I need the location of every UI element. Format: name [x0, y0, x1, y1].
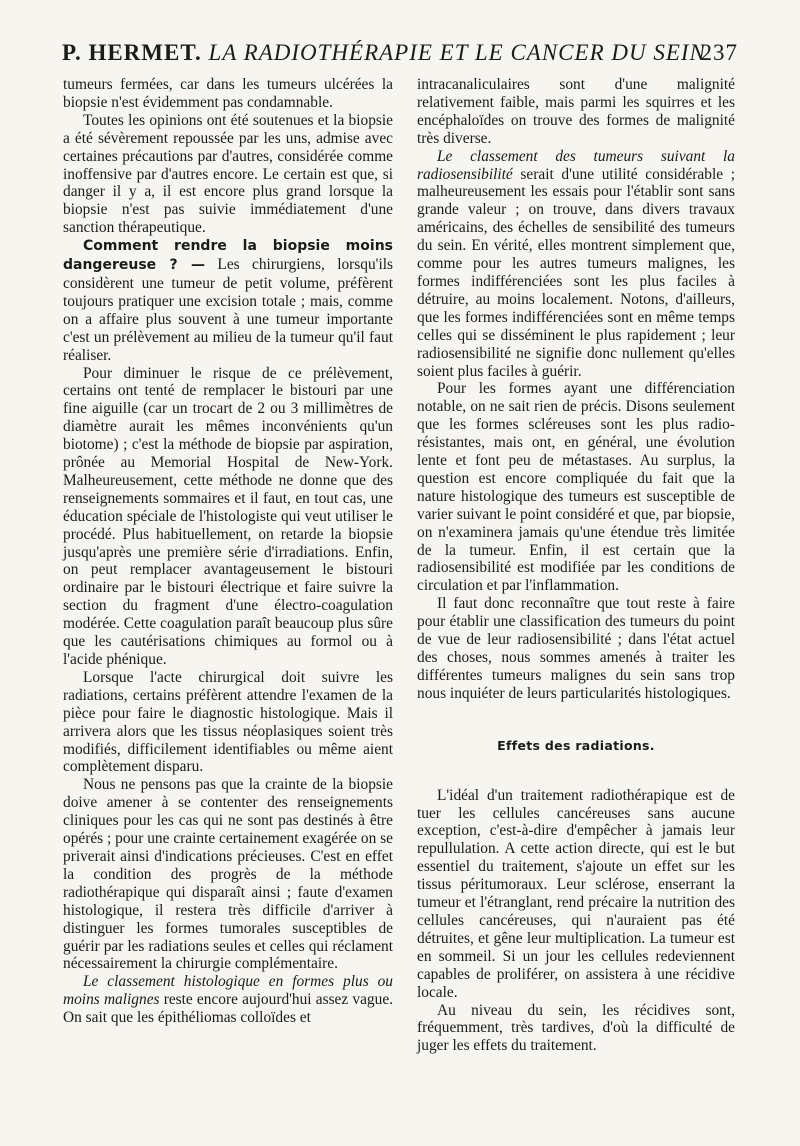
paragraph: tumeurs fermées, car dans les tumeurs ulcérées la biopsie n'est évidemment pas condamnable.: [63, 76, 393, 111]
left-column: [63, 76, 393, 1027]
paragraph: [417, 148, 735, 381]
paragraph: Nous ne pensons pas que la crainte de la biopsie doive amener à se contenter des renseignements cliniques pour les cas qui ne sont pas destinés à être opérés ; pour une crainte certainement exagérée on se priverait ainsi d'indications précieuses. C'est en effet la condition des progrès de la méthode radiothérapique qui disparaît ainsi ; faute d'examen histologique, il restera très difficile d'arriver à distinguer les formes tumorales susceptibles de guérir par les radiations seules et celles qui réclament nécessairement la chirurgie complémentaire.: [63, 776, 393, 973]
paragraph: L'idéal d'un traitement radiothérapique est de tuer les cellules cancéreuses sans aucune exception, c'est-à-dire d'empêcher à jamais leur repullulation. A cette action directe, qui est le but essentiel du traitement, s'ajoute un effet sur les tissus péritumoraux. Leur sclérose, enserrant la tumeur et l'étranglant, rend précaire la nutrition des cellules cancéreuses, qui n'auraient pas été détruites, et gêne leur multiplication. La tumeur est en sommeil. Si un jour les cellules redeviennent capables de proliférer, on assistera à une récidive locale.: [417, 786, 735, 1001]
paragraph: Au niveau du sein, les récidives sont, fréquemment, très tardives, d'où la difficulté de juger les effets du traitement.: [417, 1001, 735, 1055]
paragraph: Toutes les opinions ont été soutenues et la biopsie a été sévèrement repoussée par les uns, admise avec certaines précautions par d'autres, considérée comme inoffensive par d'autres encore. Le certain est que, si danger il y a, il est encore plus grand lorsque la biopsie n'est pas suivie immédiatement d'une sanction thérapeutique.: [63, 111, 393, 237]
italic-phrase: Le classement des tumeurs suivant la radiosensibilité: [417, 147, 735, 183]
paragraph: [63, 973, 393, 1027]
paragraph: Lorsque l'acte chirurgical doit suivre les radiations, certains préfèrent attendre l'examen de la pièce pour faire le diagnostic histologique. Mais il arrivera alors que les tissus néoplasiques soient très modifiés, difficilement identifiables ou même aient complètement disparu.: [63, 668, 393, 776]
paragraph: Il faut donc reconnaître que tout reste à faire pour établir une classification des tumeurs du point de vue de leur radiosensibilité ; dans l'état actuel des choses, nous sommes amenés à traiter les différentes tumeurs malignes du sein sans trop nous inquiéter de leurs particularités histologiques.: [417, 595, 735, 702]
right-column: [417, 76, 735, 1055]
paragraph-lead-heading: Comment rendre la biopsie moins dangereuse ? —: [63, 238, 393, 274]
running-head: [62, 40, 738, 66]
italic-phrase: Le classement histologique en formes plus ou moins malignes: [63, 973, 393, 1009]
paragraph: Pour diminuer le risque de ce prélèvement, certains ont tenté de remplacer le bistouri par une fine aiguille (car un trocart de 2 ou 3 millimètres de diamètre aurait les mêmes inconvénients qu'un biotome) ; c'est la méthode de biopsie par aspiration, prônée au Memorial Hospital de New-York. Malheureusement, cette méthode ne donne que des renseignements sommaires et il faut, en tout cas, une éducation spéciale de l'histologiste qui veut utiliser le procédé. Plus habituellement, on retarde la biopsie jusqu'après une première série d'irradiations. Enfin, on peut remplacer avantageusement le bistouri ordinaire par le bistouri électrique et faire suivre la section du fragment d'une électro-coagulation modérée. Cette coagulation paraît beaucoup plus sûre que les cautérisations chimiques au formol ou à l'acide phénique.: [63, 364, 393, 668]
section-heading: Effets des radiations.: [497, 737, 655, 753]
paragraph: Pour les formes ayant une différenciation notable, on ne sait rien de précis. Disons seulement que les formes scléreuses sont les plus radio-résistantes, mais ont, en général, une évolution lente et font peu de métastases. Au surplus, la question est encore compliquée du fait que la nature histologique des tumeurs est susceptible de varier suivant le point considéré et que, par biopsie, on n'examinera jamais qu'une étendue très limitée de la tumeur. Enfin, il est certain que la radiosensibilité est modifiée par les conditions de circulation et par l'inflammation.: [417, 380, 735, 595]
page-number: 237: [700, 40, 738, 65]
paragraph-text: reste encore aujourd'hui assez vague. On sait que les épithéliomas colloïdes et: [63, 991, 393, 1027]
paragraph-text: serait d'une utilité considérable ; malheureusement les essais pour l'établir sont sans grande valeur ; on trouve, dans divers travaux américains, des échelles de sensibilité des tumeurs du sein. En vérité, elles montrent simplement que, comme pour les autres tumeurs malignes, les formes indifférenciées sont les plus faciles à détruire, au moins localement. Notons, d'ailleurs, que les formes indifférenciées sont en même temps celles qui se disséminent le plus rapidement ; leur radiosensibilité ne signifie donc nullement qu'elles soient plus faciles à guérir.: [417, 165, 735, 380]
author-name: P. HERMET.: [62, 40, 202, 65]
paragraph-text: Les chirurgiens, lorsqu'ils considèrent une tumeur de petit volume, préfèrent toujours pratiquer une excision totale ; mais, comme on a affaire plus souvent à une tumeur importante c'est un prélèvement au milieu de la tumeur qu'il faut réaliser.: [63, 256, 393, 364]
paragraph: intracanaliculaires sont d'une malignité relativement faible, mais parmi les squirres et les encéphaloïdes on trouve des formes de malignité très diverse.: [417, 76, 735, 147]
article-title: LA RADIOTHÉRAPIE ET LE CANCER DU SEIN: [208, 40, 706, 65]
paragraph: [63, 237, 393, 364]
